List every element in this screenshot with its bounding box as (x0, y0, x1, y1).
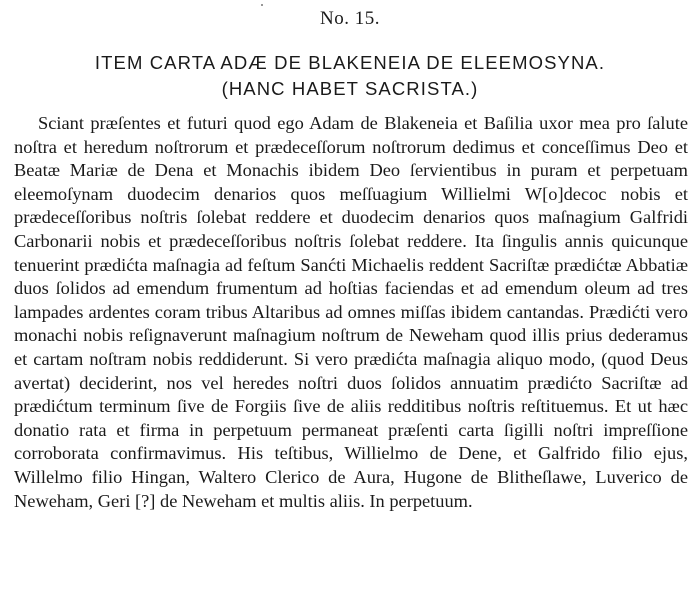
print-speck (261, 4, 263, 6)
title-line-1: ITEM CARTA ADÆ DE BLAKENEIA DE ELEEMOSYNA. (94, 52, 606, 73)
document-title (0, 50, 700, 102)
title-line-2: (HANC HABET SACRISTA.) (221, 78, 479, 99)
document-number: No. 15. (320, 8, 380, 29)
charter-text: Sciant præſentes et futuri quod ego Adam de Blakeneia et Baſilia uxor mea pro ſalute noſtra et heredum noſtrorum et prædeceſſorum noſtrorum dedimus et conceſſimus Deo et Beatæ Mariæ de Dena et Monachis ibidem Deo ſervientibus in puram et perpetuam eleemoſynam duodecim denarios quos meſſuagium Willielmi W[o]decoc nobis et prædeceſſoribus noſtris ſolebat reddere et duodecim denarios quos maſnagium Galfridi Carbonarii nobis et prædeceſſoribus noſtris ſolebat reddere. Ita ſingulis annis quicunque tenuerint prædićta maſnagia ad feſtum Sanćti Michaelis reddent Sacriſtæ prædićtæ Abbatiæ duos ſolidos ad emendum frumentum ad hoſtias faciendas et ad emendum oleum ad tres lampades ardentes coram tribus Altaribus ad omnes miſſas ibidem cantandas. Prædićti vero monachi nobis reſignaverunt maſnagium noſtrum de Neweham quod illis prius dederamus et cartam noſtram nobis reddiderunt. Si vero prædićta maſnagia aliquo modo, (quod Deus avertat) deciderint, nos vel heredes noſtri duos ſolidos annuatim prædićto Sacriſtæ ad prædićtum terminum ſive de Forgiis ſive de aliis redditibus noſtris reſtituemus. Et ut hæc donatio rata et firma in perpetuum permaneat præſenti carta ſigilli noſtri impreſſione corroborata confirmavimus. His teſtibus, Willielmo de Dene, et Galfrido filio ejus, Willelmo filio Hingan, Waltero Clerico de Aura, Hugone de Blitheſlawe, Luverico de Neweham, Geri [?] de Neweham et multis aliis. In perpetuum. (14, 113, 688, 511)
